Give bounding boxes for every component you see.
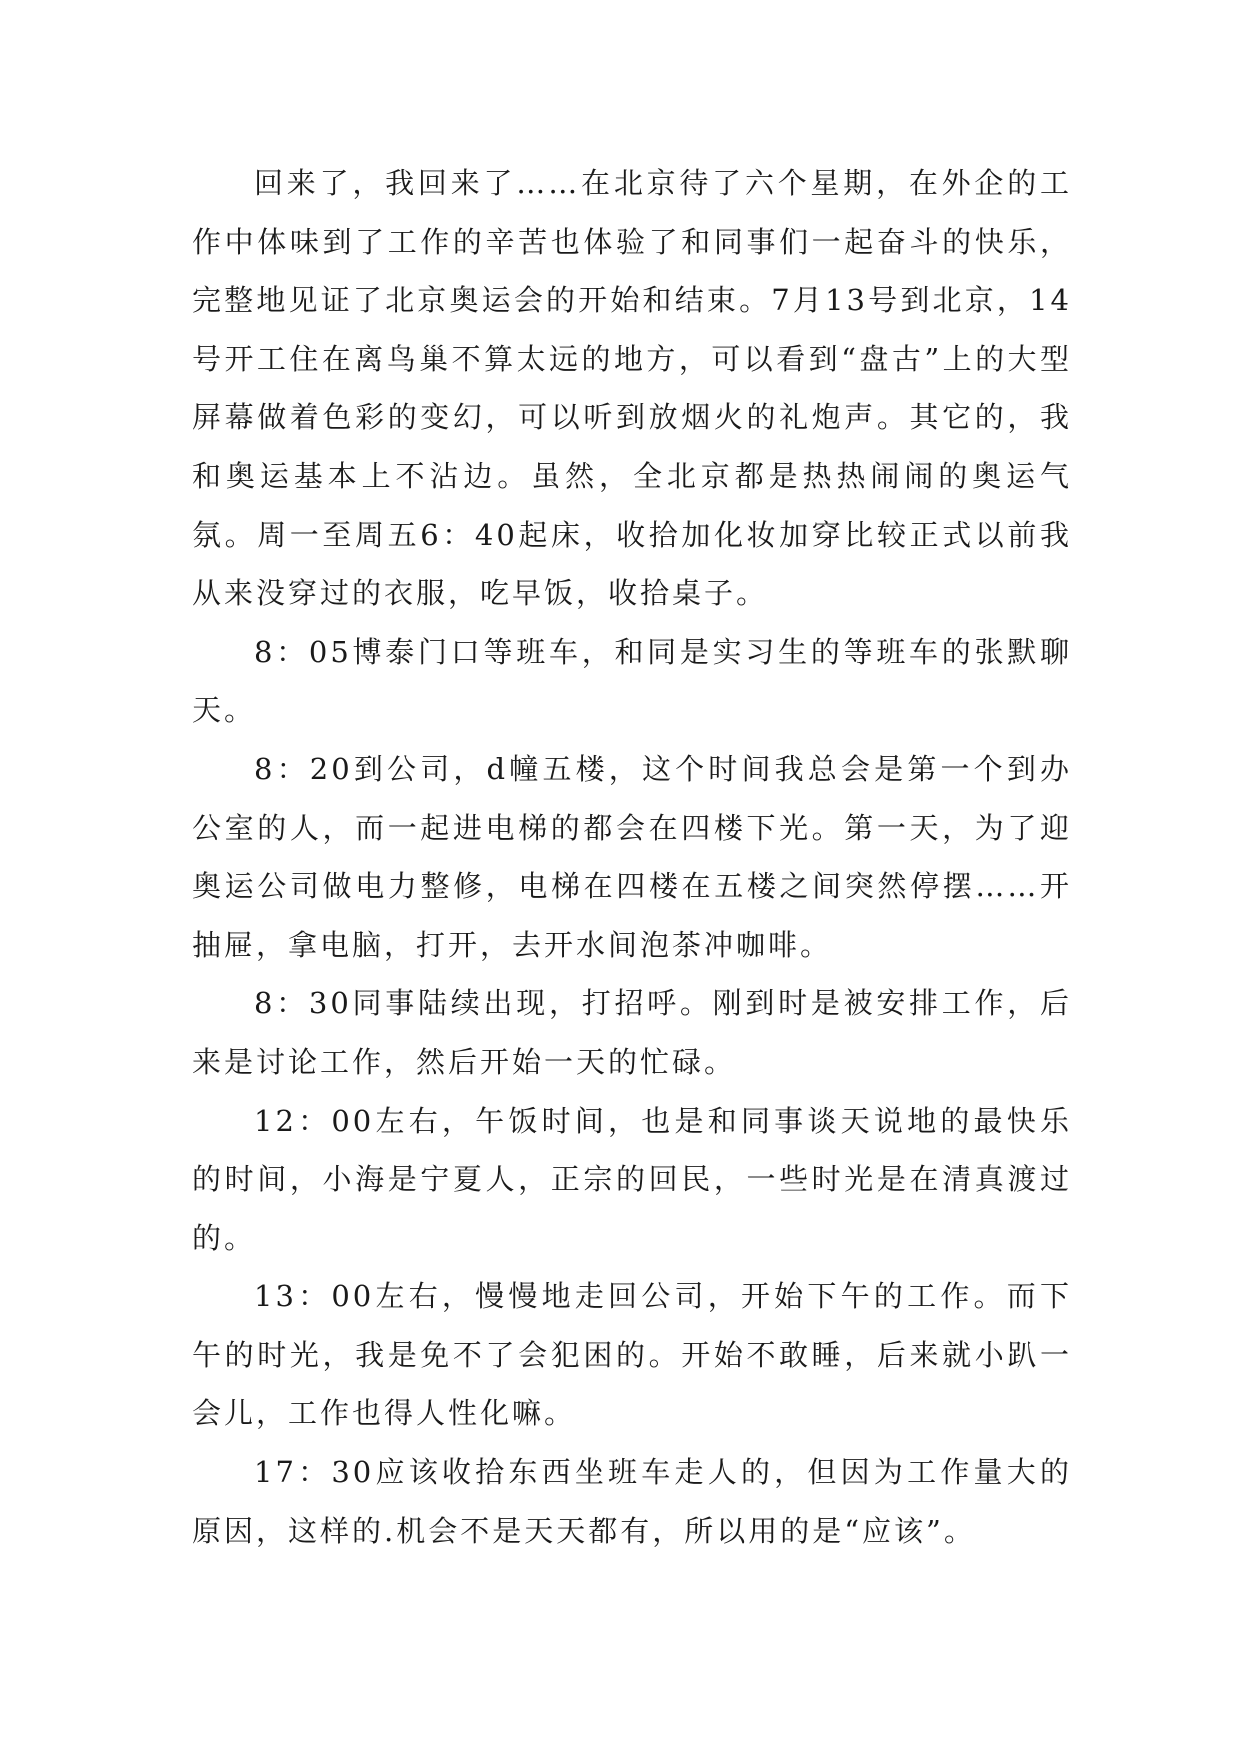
paragraph-2: 8：05博泰门口等班车，和同是实习生的等班车的张默聊天。: [192, 634, 1072, 728]
paragraph-5: 12：00左右，午饭时间，也是和同事谈天说地的最快乐的时间，小海是宁夏人，正宗的回民，一些时光是在清真渡过的。: [192, 1103, 1072, 1255]
paragraph-6: 13：00左右，慢慢地走回公司，开始下午的工作。而下午的时光，我是免不了会犯困的。开始不敢睡，后来就小趴一会儿，工作也得人性化嘛。: [192, 1279, 1072, 1431]
paragraph-1: 回来了，我回来了……在北京待了六个星期，在外企的工作中体味到了工作的辛苦也体验了和同事们一起奋斗的快乐，完整地见证了北京奥运会的开始和结束。7月13号到北京，14号开工住在离鸟巢不算太远的地方，可以看到“盘古”上的大型屏幕做着色彩的变幻，可以听到放烟火的礼炮声。其它的，我和奥运基本上不沾边。虽然，全北京都是热热闹闹的奥运气氛。周一至周五6：40起床，收拾加化妆加穿比较正式以前我从来没穿过的衣服，吃早饭，收拾桌子。: [192, 166, 1072, 611]
document-body: [192, 154, 1072, 1560]
paragraph-7: 17：30应该收拾东西坐班车走人的，但因为工作量大的原因，这样的.机会不是天天都有，所以用的是“应该”。: [192, 1455, 1072, 1548]
paragraph-3: 8：20到公司，d幢五楼，这个时间我总会是第一个到办公室的人，而一起进电梯的都会在四楼下光。第一天，为了迎奥运公司做电力整修，电梯在四楼在五楼之间突然停摆……开抽屉，拿电脑，打开，去开水间泡茶冲咖啡。: [192, 751, 1072, 962]
paragraph-4: 8：30同事陆续出现，打招呼。刚到时是被安排工作，后来是讨论工作，然后开始一天的忙碌。: [192, 986, 1072, 1079]
